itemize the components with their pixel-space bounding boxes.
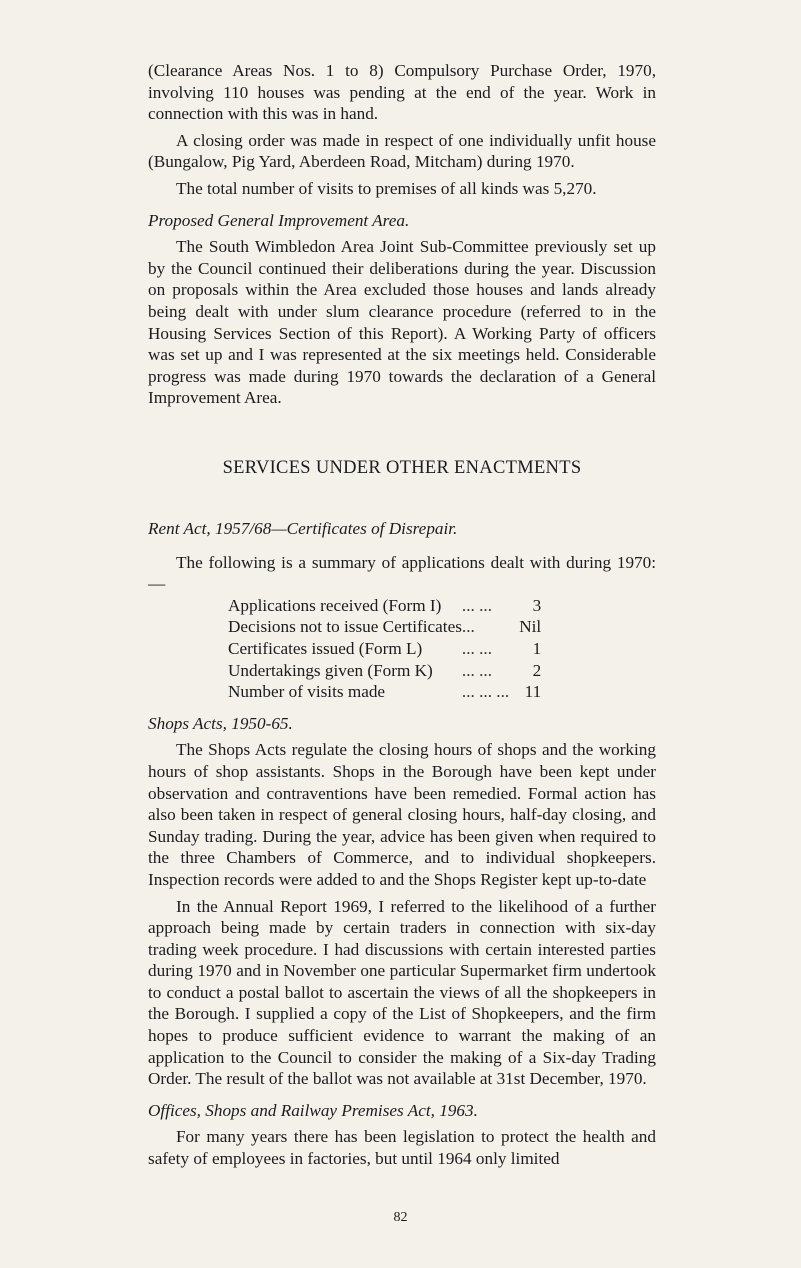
- paragraph-rent-act-intro: The following is a summary of applications dealt with during 1970:—: [148, 552, 656, 594]
- paragraph-offices-act: For many years there has been legislation to protect the health and safety of employees in factories, but until 1964 only limited: [148, 1127, 656, 1169]
- row-dots: ...: [461, 617, 475, 637]
- lower-text-block: [148, 518, 656, 1170]
- row-label: Number of visits made: [228, 682, 386, 702]
- row-dots: ... ...: [461, 595, 492, 615]
- row-dots: ... ...: [461, 660, 492, 680]
- row-value: Nil: [519, 617, 542, 637]
- heading-rent-act: Rent Act, 1957/68—Certificates of Disrepair.: [148, 519, 458, 538]
- heading-offices-shops-railway: Offices, Shops and Railway Premises Act, 1963.: [148, 1100, 478, 1120]
- row-label: Decisions not to issue Certificates: [228, 617, 462, 637]
- row-label: Undertakings given (Form K): [228, 660, 433, 680]
- table-row: [228, 595, 541, 617]
- page-number: 82: [393, 1210, 408, 1225]
- paragraph-clearance-order: (Clearance Areas Nos. 1 to 8) Compulsory Purchase Order, 1970, involving 110 houses was pending at the end of the year. Work in connection with this was in hand.: [148, 61, 656, 124]
- heading-general-improvement-area: Proposed General Improvement Area.: [148, 210, 410, 230]
- paragraph-closing-order: A closing order was made in respect of one individually unfit house (Bungalow, Pig Yard, Aberdeen Road, Mitcham) during 1970.: [148, 130, 656, 172]
- row-label: Certificates issued (Form L): [228, 638, 423, 658]
- row-dots: ... ... ...: [461, 682, 510, 702]
- table-row: [228, 660, 541, 682]
- paragraph-annual-report: In the Annual Report 1969, I referred to the likelihood of a further approach being made by certain traders in connection with six-day trading week procedure. I had discussions with certain interested parties during 1970 and in November one particular Supermarket firm undertook to conduct a postal ballot to ascertain the views of all the shopkeepers in the Borough. I supplied a copy of the List of Shopkeepers, and the firm hopes to produce sufficient evidence to warrant the making of an application to the Council to consider the making of a Six-day Trading Order. The result of the ballot was not available at 31st December, 1970.: [148, 896, 656, 1089]
- paragraph-shops-acts: The Shops Acts regulate the closing hours of shops and the working hours of shop assistants. Shops in the Borough have been kept under observation and contraventions have been remedied. Formal action has also been taken in respect of general closing hours, half-day closing, and Sunday trading. During the year, advice has been given when required to the three Chambers of Commerce, and to individual shopkeepers. Inspection records were added to and the Shops Register kept up-to-date: [148, 740, 656, 889]
- paragraph-south-wimbledon: The South Wimbledon Area Joint Sub-Committee previously set up by the Council continued their deliberations during the year. Discussion on proposals within the Area excluded those houses and lands already being dealt with under slum clearance procedure (referred to in the Housing Services Section of this Report). A Working Party of officers was set up and I was represented at the six meetings held. Considerable progress was made during 1970 towards the declaration of a General Improvement Area.: [148, 237, 656, 408]
- table-row: [228, 616, 541, 638]
- table-row: [228, 681, 541, 703]
- table-row: [228, 638, 541, 660]
- row-dots: ... ...: [461, 638, 492, 658]
- section-title: SERVICES UNDER OTHER ENACTMENTS: [222, 458, 582, 478]
- row-value: 2: [532, 660, 542, 680]
- row-value: 1: [532, 638, 542, 658]
- applications-summary-table: [228, 595, 541, 703]
- paragraph-total-visits: The total number of visits to premises of all kinds was 5,270.: [176, 178, 597, 198]
- row-value: 3: [532, 595, 542, 615]
- heading-shops-acts: Shops Acts, 1950-65.: [148, 713, 293, 733]
- row-value: 11: [524, 682, 542, 702]
- row-label: Applications received (Form I): [228, 595, 442, 615]
- top-text-block: [148, 60, 656, 409]
